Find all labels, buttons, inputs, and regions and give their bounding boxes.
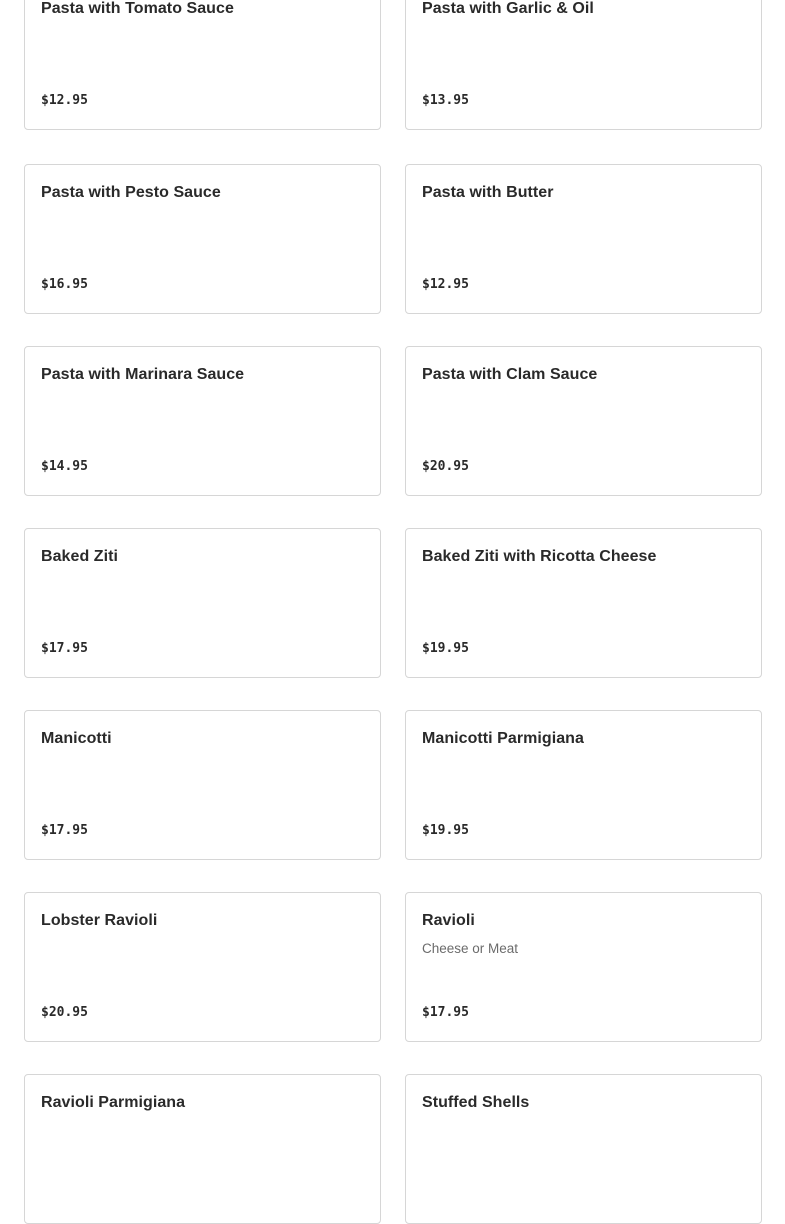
menu-item-name: Ravioli Parmigiana: [41, 1094, 186, 1111]
menu-item-price: $20.95: [41, 1005, 88, 1020]
menu-item-card[interactable]: [24, 164, 381, 314]
menu-item-name: Pasta with Butter: [422, 184, 554, 201]
menu-item-price: $12.95: [422, 277, 469, 292]
menu-item-name: Pasta with Marinara Sauce: [41, 366, 245, 383]
menu-item-price: $20.95: [422, 459, 469, 474]
menu-item-price: $19.95: [422, 823, 469, 838]
menu-item-card[interactable]: [405, 346, 762, 496]
menu-item-card[interactable]: [405, 164, 762, 314]
menu-item-name: Pasta with Pesto Sauce: [41, 184, 221, 201]
menu-item-card[interactable]: [24, 0, 381, 130]
menu-item-price: $12.95: [41, 93, 88, 108]
menu-item-name: Lobster Ravioli: [41, 912, 158, 929]
menu-item-card[interactable]: [24, 528, 381, 678]
menu-item-name: Pasta with Clam Sauce: [422, 366, 598, 383]
menu-item-description: Cheese or Meat: [422, 941, 519, 956]
menu-item-card[interactable]: [24, 1074, 381, 1224]
menu-item-price: $17.95: [422, 1005, 469, 1020]
menu-item-card[interactable]: [405, 1074, 762, 1224]
menu-item-price: $17.95: [41, 823, 88, 838]
menu-item-name: Pasta with Tomato Sauce: [41, 0, 234, 17]
menu-item-card[interactable]: [405, 710, 762, 860]
menu-item-name: Manicotti: [41, 730, 112, 747]
menu-item-price: $17.95: [41, 641, 88, 656]
menu-item-name: Baked Ziti with Ricotta Cheese: [422, 548, 657, 565]
menu-item-card[interactable]: [405, 892, 762, 1042]
menu-item-name: Baked Ziti: [41, 548, 118, 565]
menu-item-name: Manicotti Parmigiana: [422, 730, 584, 747]
menu-item-card[interactable]: [405, 0, 762, 130]
menu-item-card[interactable]: [24, 892, 381, 1042]
menu-item-name: Ravioli: [422, 912, 475, 929]
menu-item-card[interactable]: [24, 346, 381, 496]
menu-item-price: $19.95: [422, 641, 469, 656]
menu-item-name: Pasta with Garlic & Oil: [422, 0, 594, 17]
menu-item-card[interactable]: [405, 528, 762, 678]
menu-item-price: $16.95: [41, 277, 88, 292]
menu-item-price: $13.95: [422, 93, 469, 108]
menu-item-price: $14.95: [41, 459, 88, 474]
menu-item-name: Stuffed Shells: [422, 1094, 530, 1111]
menu-item-card[interactable]: [24, 710, 381, 860]
